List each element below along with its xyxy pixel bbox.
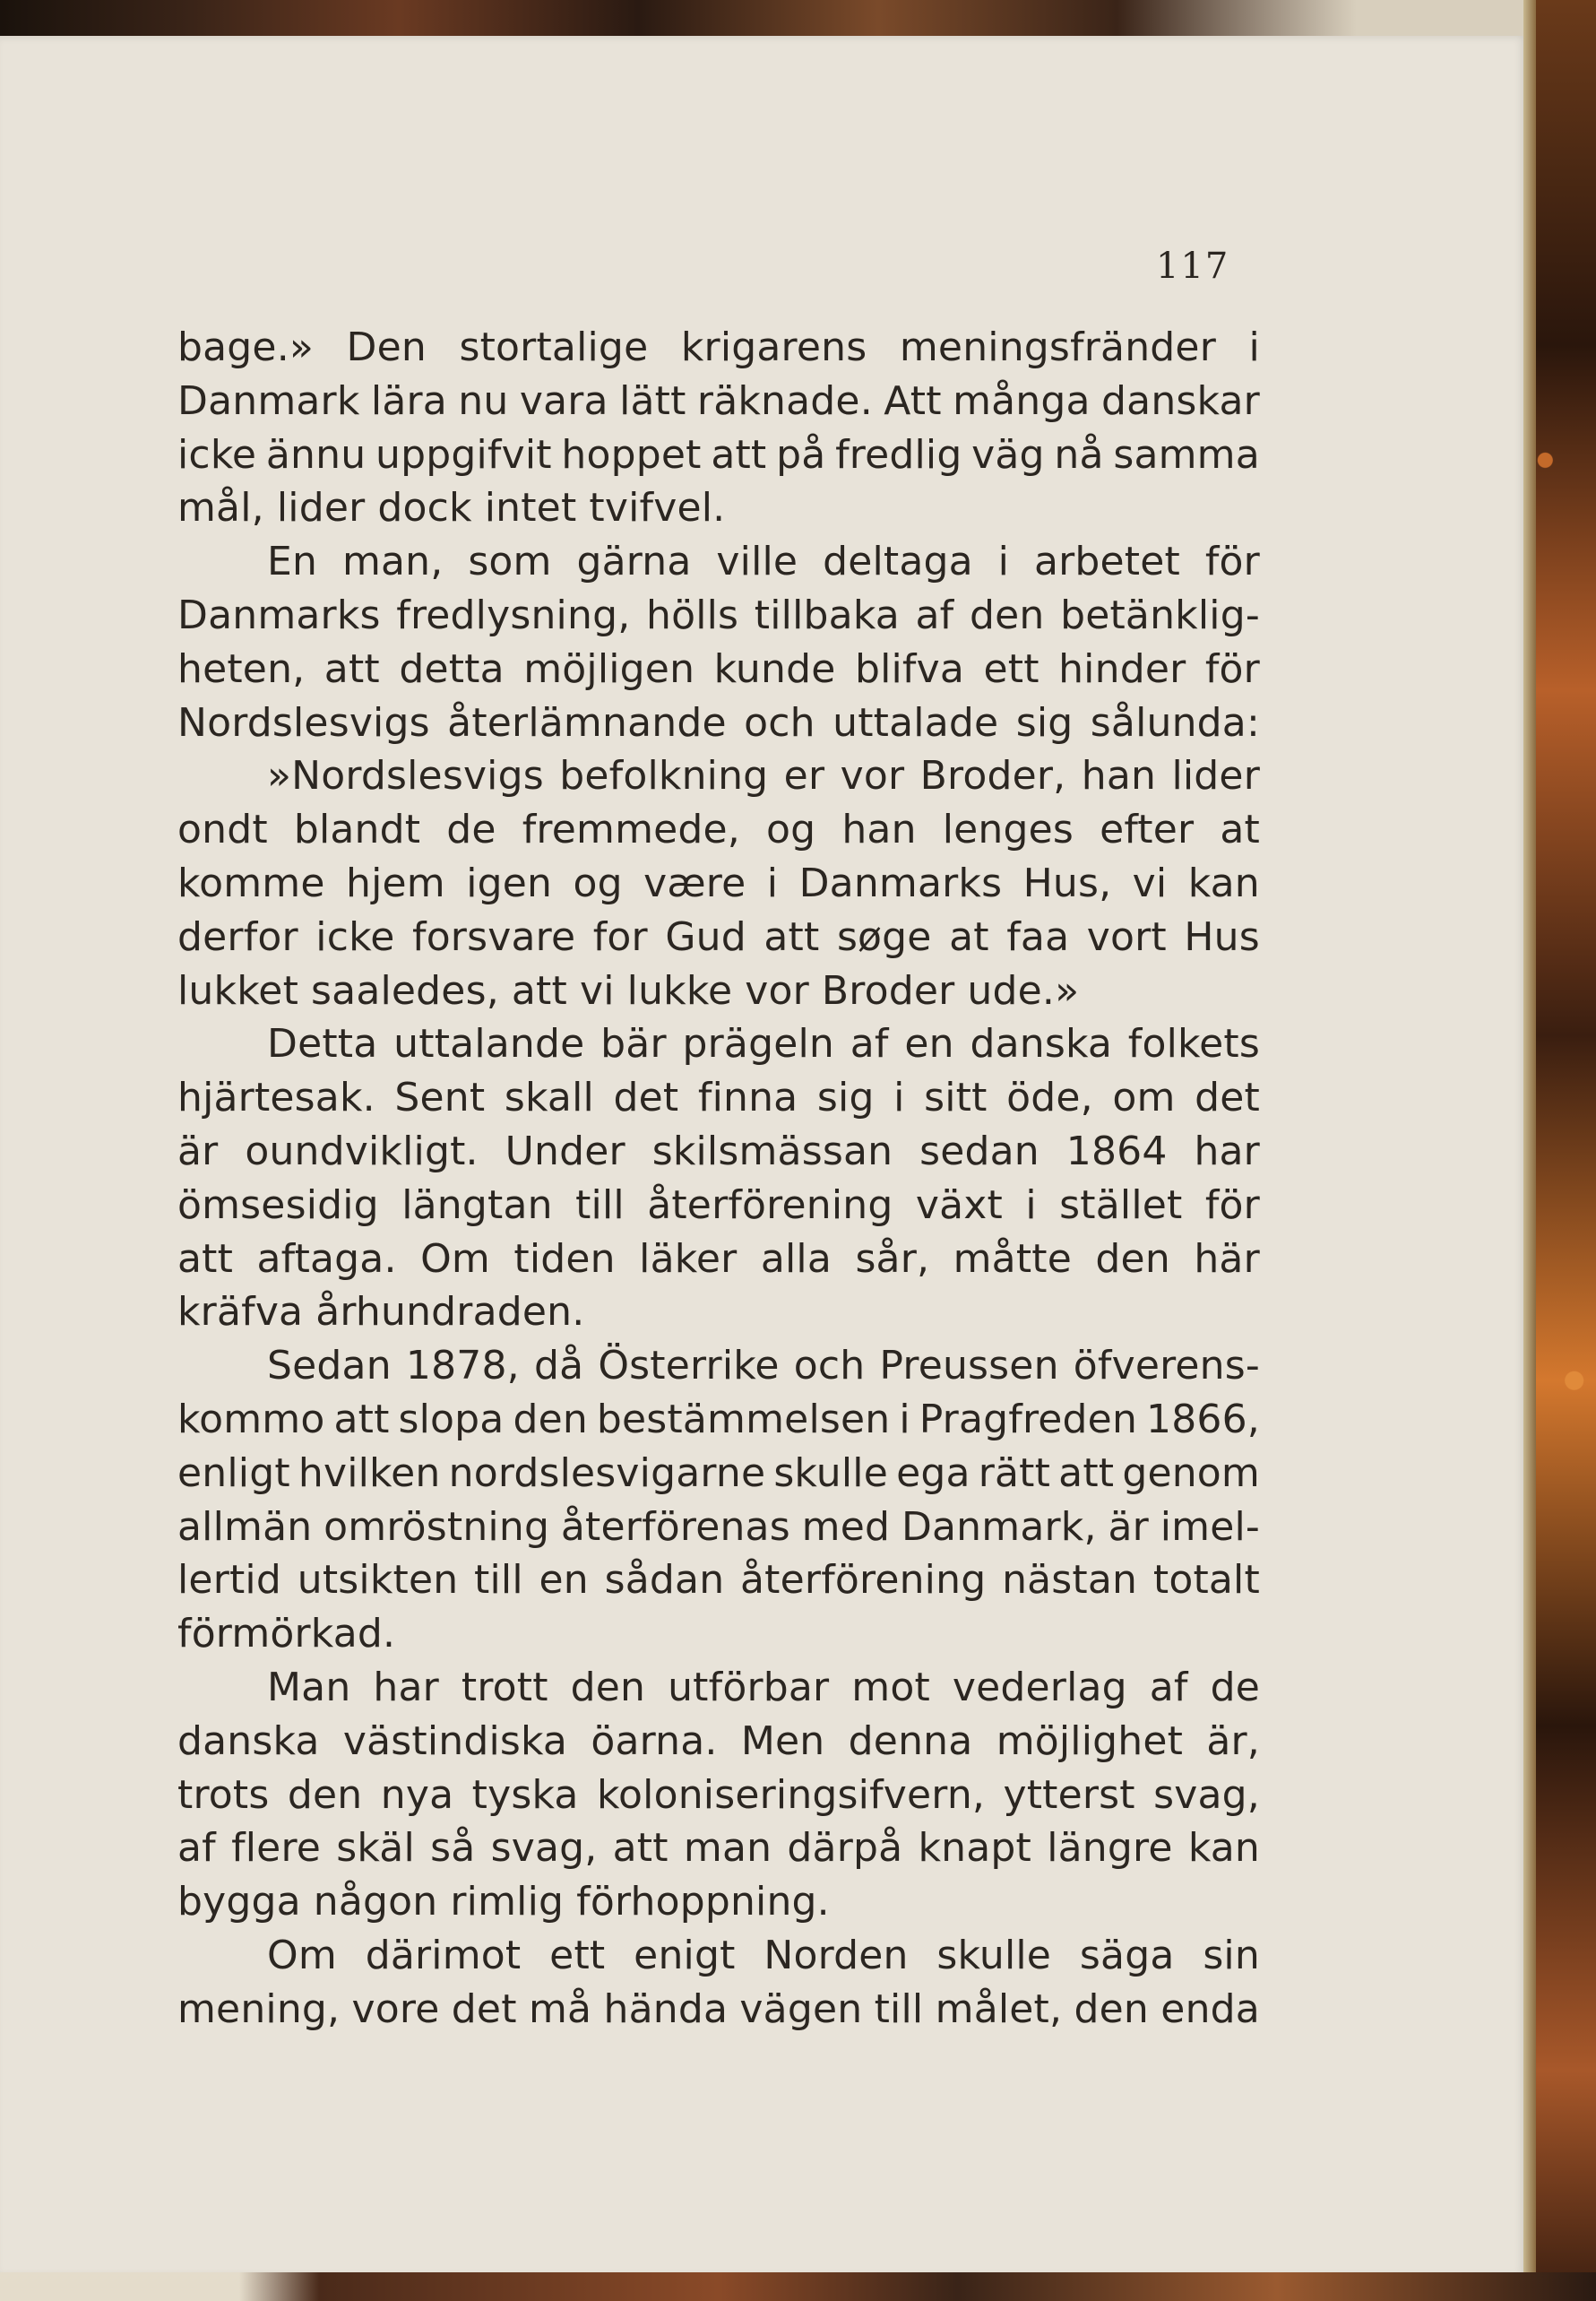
text-line [177,1179,1260,1233]
text-line [177,696,1260,750]
word: totalt [1152,1557,1260,1604]
page-number: 117 [1156,246,1230,287]
word: har [373,1664,439,1710]
word: vi [579,967,615,1014]
word: därpå [787,1825,903,1872]
word: hända [603,1985,729,2032]
text-line [177,535,1260,589]
text-line [177,375,1260,428]
word: enligt [177,1449,290,1496]
word: ville [716,539,798,585]
word: mot [851,1664,930,1710]
word: hjärtesak. [177,1075,375,1121]
word: at [949,913,989,960]
word: och [744,699,815,746]
word: så [430,1825,476,1872]
word: genom [1122,1449,1260,1496]
word: icke [177,431,257,478]
word: han [841,807,917,853]
word: bär [600,1021,667,1068]
word: lukke [626,967,733,1014]
word: för [1204,539,1260,585]
word: Om [420,1235,490,1282]
text-line [177,749,1260,803]
book-edge-bottom [0,2272,1596,2301]
word: att [511,967,567,1014]
word: er [783,753,825,800]
word: stället [1059,1181,1183,1228]
word: i [1248,324,1260,370]
word: de [446,807,496,853]
word: lertid [177,1557,281,1604]
word: for [592,913,648,960]
word: Danmarks [798,860,1003,906]
word: förmörkad. [177,1611,396,1657]
word: att [763,913,820,960]
word: detta [399,645,505,692]
word: möjligen [523,645,695,692]
word: öfverens- [1073,1343,1260,1389]
word: kommo [177,1396,325,1442]
word: denna [848,1717,973,1764]
word: vägen [739,1985,863,2032]
word: blifva [854,645,965,692]
word: være [643,860,746,906]
word: Detta [267,1021,378,1068]
word: heten, [177,645,306,692]
word: Om [267,1932,337,1978]
word: sitt [924,1075,988,1121]
word: tiden [513,1235,616,1282]
word: dock [377,485,472,532]
word: folkets [1127,1021,1260,1068]
word: En [267,539,318,585]
word: skulle [773,1449,888,1496]
word: är [177,1128,219,1174]
word: af [1149,1664,1188,1710]
word: trots [177,1771,270,1818]
word: ude.» [967,967,1080,1014]
word: skulle [936,1932,1052,1978]
word: Österrike [598,1343,780,1389]
word: längre [1047,1825,1173,1872]
text-line [177,643,1260,696]
word: för [1204,1181,1260,1228]
word: faa [1006,913,1070,960]
word: Danmark [177,377,360,424]
word: bygga [177,1879,301,1925]
word: här [1194,1235,1260,1282]
word: återförening [740,1557,987,1604]
text-line [177,1125,1260,1179]
word: nya [380,1771,454,1818]
word: enigt [634,1932,736,1978]
word: danska [970,1021,1113,1068]
body-text [177,321,1260,2037]
word: mening, [177,1985,341,2032]
word: och [793,1343,866,1389]
word: knapt [918,1825,1032,1872]
word: sig [816,1075,875,1121]
word: man, [341,539,444,585]
word: rätt [978,1449,1051,1496]
word: att [1058,1449,1115,1496]
word: tvifvel. [589,485,726,532]
word: vi [1132,860,1168,906]
text-line [177,1501,1260,1554]
word: bage.» [177,324,314,370]
word: återförenas [560,1503,790,1550]
word: västindiska [342,1717,568,1764]
word: för [1204,645,1260,692]
word: forsvare [412,913,576,960]
word: tillbaka [754,592,900,638]
word: i [893,1075,905,1121]
text-line [177,1447,1260,1501]
word: kunde [713,645,836,692]
book-page [0,36,1528,2277]
word: 1866, [1146,1396,1260,1442]
word: ytterst [1003,1771,1135,1818]
word: danskar [1101,377,1260,424]
word: Norden [763,1932,909,1978]
word: att [711,431,767,478]
word: nästan [1002,1557,1138,1604]
word: alla [760,1235,833,1282]
word: i [1025,1181,1037,1228]
word: Men [740,1717,825,1764]
word: vore [351,1985,440,2032]
word: till [575,1181,625,1228]
word: Nordslesvigs [177,699,430,746]
word: kan [1187,1825,1260,1872]
word: slopa [398,1396,505,1442]
text-line [177,1553,1260,1607]
word: århundraden. [315,1289,585,1336]
word: den [570,1664,646,1710]
word: nå [1054,431,1104,478]
word: en [904,1021,954,1068]
word: den [513,1396,588,1442]
word: återförening [647,1181,893,1228]
word: tyska [471,1771,579,1818]
word: samma [1113,431,1260,478]
word: koloniseringsifvern, [596,1771,986,1818]
word: arbetet [1033,539,1180,585]
word: at [1220,807,1260,853]
word: hjem [346,860,445,906]
text-line [177,1715,1260,1769]
word: skall [504,1075,594,1121]
word: det [1195,1075,1260,1121]
word: att [177,1235,234,1282]
word: af [177,1825,216,1872]
word: Gud [665,913,746,960]
word: den [1095,1235,1170,1282]
word: betänklig- [1060,592,1260,638]
text-line [177,1929,1260,1983]
word: ännu [265,431,367,478]
word: bestämmelsen [596,1396,891,1442]
word: uttalande [393,1021,585,1068]
word: Broder, [919,753,1066,800]
word: öarna. [591,1717,718,1764]
word: søge [836,913,932,960]
word: finna [697,1075,798,1121]
word: Under [505,1128,625,1174]
word: trott [461,1664,548,1710]
word: rimlig [450,1879,565,1925]
word: hölls [646,592,739,638]
word: enda [1160,1985,1260,2032]
word: gärna [576,539,692,585]
word: må [528,1985,592,2032]
word: saaledes, [311,967,499,1014]
word: sig [1015,699,1074,746]
text-line [177,1821,1260,1875]
word: att [324,645,380,692]
word: målet, [935,1985,1063,2032]
word: med [801,1503,891,1550]
word: Sent [394,1075,486,1121]
word: 1878, [405,1343,520,1389]
word: sår, [855,1235,930,1282]
word: Danmarks [177,592,381,638]
text-line [177,589,1260,643]
word: han [1081,753,1157,800]
word: vor [840,753,905,800]
word: icke [315,913,395,960]
word: lider [1171,753,1260,800]
word: den [969,592,1045,638]
word: vor [745,967,809,1014]
text-line [177,1017,1260,1071]
word: då [533,1343,584,1389]
word: det [451,1985,517,2032]
word: i [899,1396,910,1442]
word: utsikten [297,1557,459,1604]
word: öde, [1006,1075,1093,1121]
word: »Nordslesvigs [267,753,544,800]
word: läker [639,1235,738,1282]
word: längtan [401,1181,553,1228]
word: återlämnande [447,699,727,746]
word: fredlig [835,431,962,478]
text-line [177,481,1260,535]
word: ega [896,1449,971,1496]
text-line [177,321,1260,375]
word: hoppet [561,431,702,478]
text-line [177,965,1260,1018]
word: skäl [336,1825,415,1872]
word: de [1210,1664,1260,1710]
word: omröstning [324,1503,550,1550]
word: vara [519,377,608,424]
word: Hus, [1022,860,1112,906]
word: många [953,377,1091,424]
word: lider [276,485,366,532]
word: kan [1187,860,1260,906]
word: Sedan [267,1343,392,1389]
word: utförbar [668,1664,830,1710]
word: en [539,1557,589,1604]
word: väg [971,431,1045,478]
word: den [287,1771,363,1818]
text-line [177,1233,1260,1286]
word: og [573,860,623,906]
word: lätt [619,377,686,424]
word: fredlysning, [396,592,631,638]
word: stortalige [459,324,649,370]
word: meningsfränder [899,324,1216,370]
word: vederlag [952,1664,1127,1710]
word: är, [1206,1717,1260,1764]
word: måtte [953,1235,1073,1282]
word: hinder [1058,645,1186,692]
word: nu [458,377,509,424]
word: ömsesidig [177,1181,379,1228]
word: växt [915,1181,1003,1228]
word: lukket [177,967,299,1014]
text-line [177,1339,1260,1393]
word: igen [466,860,553,906]
word: krigarens [680,324,867,370]
word: fremmede, [522,807,740,853]
word: uppgifvit [375,431,552,478]
text-line [177,1285,1260,1339]
word: Man [267,1664,351,1710]
word: aftaga. [256,1235,397,1282]
word: räknade. [696,377,873,424]
word: sådan [604,1557,725,1604]
word: som [468,539,552,585]
text-line [177,428,1260,482]
word: Den [346,324,427,370]
word: oundvikligt. [245,1128,479,1174]
word: af [915,592,954,638]
text-line [177,1661,1260,1715]
word: derfor [177,913,298,960]
word: ett [549,1932,606,1978]
word: imel- [1160,1503,1260,1550]
word: nordslesvigarne [448,1449,766,1496]
word: att [612,1825,669,1872]
word: på [776,431,826,478]
text-line [177,1983,1260,2037]
text-line [177,803,1260,857]
word: möjlighet [996,1717,1184,1764]
word: lenges [942,807,1074,853]
word: intet [484,485,577,532]
word: prägeln [682,1021,834,1068]
text-line [177,1071,1260,1125]
word: svag, [1153,1771,1260,1818]
word: säga [1079,1932,1175,1978]
text-line [177,1607,1260,1661]
text-line [177,1769,1260,1822]
word: flere [231,1825,322,1872]
word: af [850,1021,889,1068]
word: skilsmässan [651,1128,893,1174]
word: någon [313,1879,438,1925]
word: till [474,1557,523,1604]
word: Att [884,377,942,424]
word: sedan [919,1128,1040,1174]
word: ondt [177,807,268,853]
word: därimot [365,1932,522,1978]
word: förhoppning. [576,1879,830,1925]
word: deltaga [823,539,973,585]
word: Danmark, [901,1503,1097,1550]
word: og [766,807,816,853]
word: sin [1203,1932,1260,1978]
word: i [997,539,1010,585]
word: den [1074,1985,1149,2032]
word: man [683,1825,772,1872]
word: till [874,1985,924,2032]
book-binding [1523,0,1596,2301]
word: Hus [1184,913,1260,960]
word: uttalade [833,699,999,746]
word: kräfva [177,1289,304,1336]
word: om [1112,1075,1176,1121]
text-line [177,1875,1260,1929]
word: efter [1100,807,1195,853]
word: komme [177,860,325,906]
word: att [333,1396,390,1442]
word: blandt [293,807,421,853]
text-line [177,1393,1260,1447]
word: Preussen [879,1343,1059,1389]
word: lära [370,377,447,424]
word: svag, [490,1825,598,1872]
word: danska [177,1717,320,1764]
word: Pragfreden [919,1396,1138,1442]
word: Broder [821,967,955,1014]
word: befolkning [559,753,769,800]
word: allmän [177,1503,313,1550]
text-line [177,911,1260,965]
text-line [177,857,1260,911]
word: i [766,860,779,906]
word: hvilken [298,1449,441,1496]
word: har [1194,1128,1260,1174]
word: det [613,1075,679,1121]
word: mål, [177,485,264,532]
word: är [1108,1503,1149,1550]
word: ett [983,645,1040,692]
word: 1864 [1065,1128,1168,1174]
word: sålunda: [1090,699,1260,746]
word: vort [1086,913,1167,960]
